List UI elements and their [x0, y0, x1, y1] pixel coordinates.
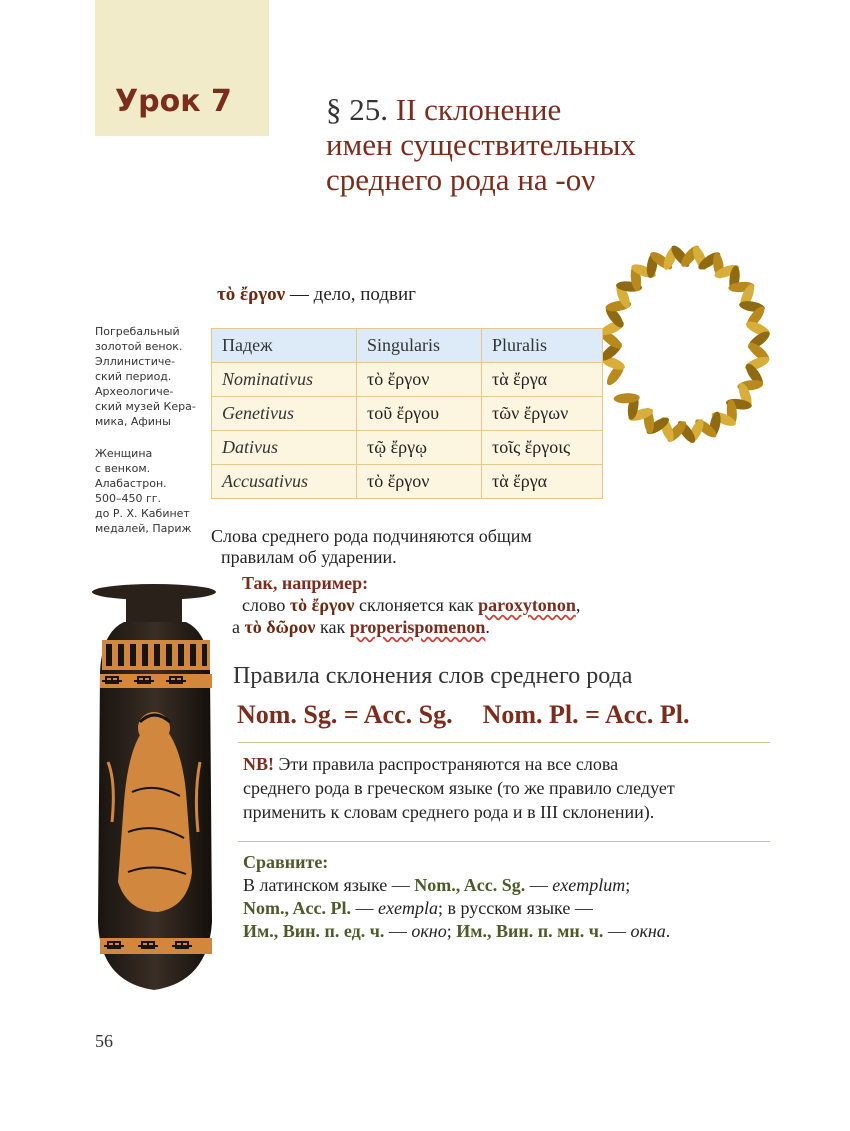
rule-formulas	[237, 700, 689, 730]
example-text: .	[485, 617, 490, 637]
headword	[217, 284, 416, 306]
section-title-line-2: имен существительных	[326, 127, 636, 162]
singular-form: τὸ ἔργον	[357, 363, 482, 397]
plural-form: τῶν ἔργων	[482, 397, 603, 431]
compare-grammar-label: Nom., Acc. Sg.	[414, 875, 526, 895]
section-title-text-1: II склонение	[388, 92, 562, 127]
section-number: § 25.	[326, 92, 388, 127]
caption-line: Женщина	[95, 447, 153, 460]
header-singularis: Singularis	[357, 329, 482, 363]
caption-line: медалей, Париж	[95, 522, 192, 535]
caption-line: мика, Афины	[95, 415, 171, 428]
alabastron-vase-image	[88, 582, 224, 994]
nb-note	[243, 752, 773, 824]
nb-line-2: среднего рода в греческом языке (то же правило следует	[243, 778, 675, 798]
wreath-caption	[95, 324, 205, 429]
example-line-2	[232, 616, 662, 638]
compare-grammar-label: Им., Вин. п. ед. ч.	[243, 921, 385, 941]
caption-line: ский период.	[95, 370, 172, 383]
table-row	[212, 363, 603, 397]
headword-greek: τὸ ἔργον	[217, 284, 286, 305]
compare-line-3	[243, 920, 783, 943]
compare-grammar-label: Nom., Acc. Pl.	[243, 898, 351, 918]
compare-text: .	[665, 921, 671, 941]
compare-text: —	[384, 921, 412, 941]
example-heading: Так, например:	[242, 573, 369, 593]
plural-form: τὰ ἔργα	[482, 465, 603, 499]
page-number: 56	[95, 1031, 113, 1051]
plural-form: τὰ ἔργα	[482, 363, 603, 397]
rule-formula-singular: Nom. Sg. = Acc. Sg.	[237, 700, 453, 729]
nb-text: Эти правила распространяются на все слова	[274, 754, 619, 774]
stress-paragraph	[211, 526, 611, 568]
case-name: Dativus	[212, 431, 357, 465]
caption-line: Археологиче-	[95, 385, 174, 398]
compare-text: —	[603, 921, 631, 941]
example-text: склоняется как	[354, 595, 479, 615]
nb-line-3: применить к словам среднего рода и в III склонении).	[243, 802, 655, 822]
table-row	[212, 397, 603, 431]
compare-example-word: окна	[630, 921, 666, 941]
header-pluralis: Pluralis	[482, 329, 603, 363]
example-text: а	[232, 617, 245, 637]
rule-formula-plural: Nom. Pl. = Acc. Pl.	[482, 700, 690, 729]
compare-text: ;	[625, 875, 631, 895]
table-row	[212, 465, 603, 499]
caption-line: Эллинистиче-	[95, 355, 176, 368]
nb-line-1	[243, 752, 773, 776]
lesson-label: Урок 7	[115, 84, 232, 119]
compare-line-1	[243, 874, 783, 897]
rules-heading: Правила склонения слов среднего рода	[233, 663, 633, 689]
example-greek-word: τὸ ἔργον	[289, 595, 355, 615]
compare-line-2	[243, 897, 783, 920]
vase-caption	[95, 446, 205, 536]
stress-paragraph-line-2: правилам об ударении.	[221, 547, 397, 567]
compare-text: —	[525, 875, 553, 895]
example-text: ,	[575, 595, 581, 615]
compare-block	[243, 851, 783, 943]
compare-example-word: exempla	[377, 898, 438, 918]
stress-paragraph-line-1: Слова среднего рода подчиняются общим	[211, 526, 532, 546]
caption-line: Погребальный	[95, 325, 180, 338]
caption-line: 500–450 гг.	[95, 492, 162, 505]
headword-gloss: — дело, подвиг	[285, 284, 416, 305]
case-name: Nominativus	[212, 363, 357, 397]
section-title-line-3: среднего рода на -ον	[326, 162, 596, 197]
case-name: Accusativus	[212, 465, 357, 499]
section-title	[326, 92, 726, 197]
compare-heading: Сравните:	[243, 852, 329, 872]
singular-form: τῷ ἔργῳ	[357, 431, 482, 465]
caption-line: золотой венок.	[95, 340, 183, 353]
case-name: Genetivus	[212, 397, 357, 431]
lesson-box	[95, 0, 269, 136]
compare-text: В латинском языке —	[243, 875, 415, 895]
compare-grammar-label: Им., Вин. п. мн. ч.	[456, 921, 604, 941]
example-greek-word: τὸ δῶρον	[244, 617, 316, 637]
singular-form: τοῦ ἔργου	[357, 397, 482, 431]
example-line-1	[232, 594, 662, 616]
singular-form: τὸ ἔργον	[357, 465, 482, 499]
plural-form: τοῖς ἔργοις	[482, 431, 603, 465]
example-text: слово	[242, 595, 290, 615]
compare-example-word: окно	[411, 921, 447, 941]
compare-example-word: exemplum	[552, 875, 626, 895]
accent-term-properispomenon: properispomenon	[349, 617, 486, 637]
example-block	[232, 572, 662, 638]
divider	[238, 841, 770, 842]
declension-table	[211, 328, 603, 499]
caption-line: с венком.	[95, 462, 151, 475]
caption-line: до Р. Х. Кабинет	[95, 507, 190, 520]
compare-text: ;	[446, 921, 457, 941]
section-title-line-1	[326, 92, 726, 127]
example-text: как	[315, 617, 350, 637]
header-case: Падеж	[212, 329, 357, 363]
caption-line: ский музей Кера-	[95, 400, 196, 413]
accent-term-paroxytonon: paroxytonon	[478, 595, 576, 615]
divider	[238, 742, 770, 743]
compare-text: —	[350, 898, 378, 918]
table-row	[212, 431, 603, 465]
compare-text: ; в русском языке —	[437, 898, 593, 918]
gold-wreath-image	[592, 232, 778, 446]
caption-line: Алабастрон.	[95, 477, 167, 490]
table-header-row	[212, 329, 603, 363]
nb-mark: NB!	[243, 754, 274, 774]
